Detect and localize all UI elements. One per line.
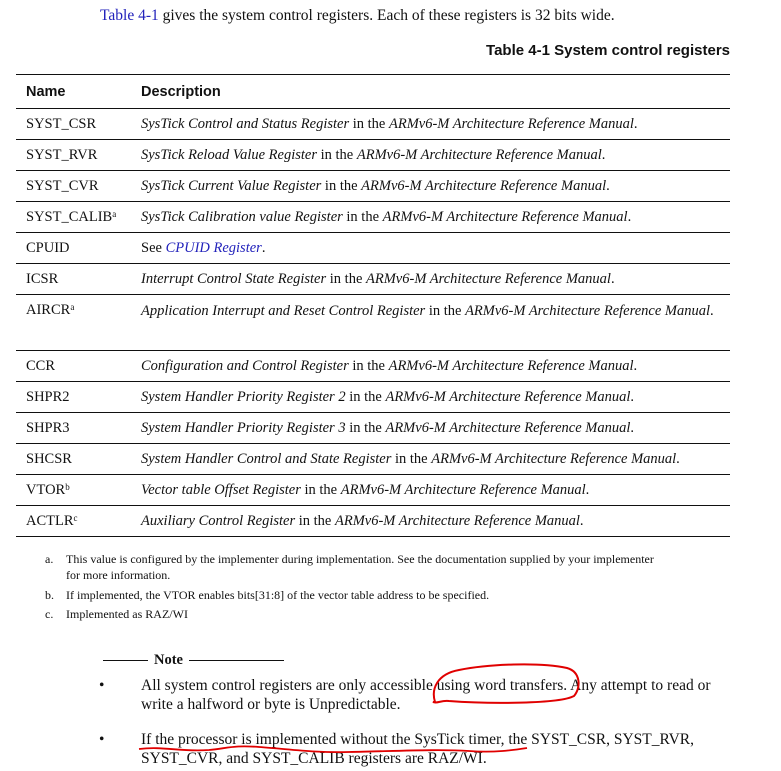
- register-name: [16, 171, 130, 202]
- red-underline-annotation: [141, 731, 504, 748]
- register-full-name: SysTick Current Value Register: [141, 178, 322, 194]
- register-name-text: SYST_CALIB: [26, 208, 113, 225]
- register-description: [130, 233, 730, 264]
- register-description: [130, 171, 730, 202]
- description-text: in the: [300, 482, 341, 498]
- register-description: [130, 382, 730, 413]
- register-description: [130, 444, 730, 475]
- register-name: [16, 475, 130, 506]
- footnote-marker: a: [112, 208, 117, 219]
- note-heading: [103, 652, 284, 669]
- description-text: .: [676, 451, 680, 467]
- footnote-text: This value is configured by the implementer during implementation. See the documentation supplied by your implementer for more information.: [66, 552, 654, 582]
- description-text: in the: [425, 303, 466, 319]
- register-name-text: CCR: [26, 357, 56, 374]
- register-description: [130, 264, 730, 295]
- table-row: [16, 109, 730, 140]
- table-row: [16, 351, 730, 382]
- manual-reference: ARMv6-M Architecture Reference Manual: [385, 389, 631, 405]
- register-name-text: SHPR2: [26, 388, 70, 405]
- table-row: [16, 140, 730, 171]
- register-name: [16, 140, 130, 171]
- footnote-marker: a: [70, 302, 75, 312]
- manual-reference: ARMv6-M Architecture Reference Manual: [388, 358, 634, 374]
- register-description: [130, 140, 730, 171]
- register-full-name: Auxiliary Control Register: [141, 513, 296, 529]
- table-row: [16, 171, 730, 202]
- description-text: in the: [391, 451, 432, 467]
- table-footnotes: [45, 551, 666, 626]
- description-text: in the: [326, 271, 367, 287]
- table-header-row: [16, 75, 730, 109]
- bullet-text: Any attempt to read or write a halfword or byte is Unpredictable.: [141, 677, 711, 713]
- register-description: [130, 295, 730, 351]
- description-text: .: [633, 358, 638, 374]
- manual-reference: ARMv6-M Architecture Reference Manual: [361, 178, 607, 194]
- register-name: [16, 506, 130, 537]
- register-description: [130, 506, 730, 537]
- description-text: in the: [345, 389, 386, 405]
- footnote-a: [45, 551, 666, 583]
- register-full-name: System Handler Priority Register 2: [141, 389, 346, 405]
- footnote-label: b.: [45, 587, 54, 602]
- footnote-label: c.: [45, 607, 54, 621]
- description-text: in the: [345, 420, 386, 436]
- note-title: Note: [154, 652, 183, 668]
- register-name-text: CPUID: [26, 239, 70, 256]
- footnote-label: a.: [45, 552, 54, 566]
- description-text: in the: [316, 147, 357, 163]
- table-row: [16, 475, 730, 506]
- register-name: [16, 233, 130, 264]
- manual-reference: ARMv6-M Architecture Reference Manual: [385, 420, 631, 436]
- register-full-name: SysTick Calibration value Register: [141, 209, 343, 225]
- cpuid-register-link[interactable]: CPUID Register: [165, 240, 262, 256]
- manual-reference: ARMv6-M Architecture Reference Manual: [356, 147, 602, 163]
- register-name: [16, 109, 130, 140]
- manual-reference: ARMv6-M Architecture Reference Manual: [335, 513, 580, 529]
- register-name-text: SYST_CVR: [26, 177, 99, 194]
- description-text: .: [630, 389, 635, 405]
- manual-reference: ARMv6-M Architecture Reference Manual: [388, 116, 634, 132]
- manual-reference: ARMv6-M Architecture Reference Manual: [431, 451, 677, 467]
- table-caption: Table 4-1 System control registers: [486, 42, 730, 59]
- circled-text: using word transfers.: [436, 677, 568, 694]
- register-full-name: Vector table Offset Register: [141, 482, 301, 498]
- footnote-text: If implemented, the VTOR enables bits[31:8] of the vector table address to be specified.: [66, 587, 490, 602]
- column-header-name: Name: [26, 83, 66, 100]
- description-text: .: [585, 482, 590, 498]
- description-text: in the: [321, 178, 362, 194]
- table-row: [16, 264, 730, 295]
- register-description: [130, 351, 730, 382]
- register-full-name: Interrupt Control State Register: [141, 271, 327, 287]
- register-name: [16, 202, 130, 233]
- footnote-text: Implemented as RAZ/WI: [66, 607, 188, 621]
- table-row: [16, 506, 730, 537]
- column-header-description: Description: [141, 83, 221, 100]
- bullet-text: All system control registers are only accessible: [141, 677, 437, 694]
- register-description: [130, 475, 730, 506]
- register-full-name: SysTick Control and Status Register: [141, 116, 350, 132]
- red-circle-annotation: [437, 677, 567, 694]
- footnote-marker: b: [65, 481, 70, 492]
- register-full-name: Application Interrupt and Reset Control Register: [141, 303, 426, 319]
- register-name: [16, 444, 130, 475]
- description-text: .: [610, 271, 615, 287]
- red-squiggle-underline-icon: [139, 744, 529, 756]
- description-text: .: [710, 303, 714, 319]
- register-name: [16, 351, 130, 382]
- bullet-icon: •: [99, 731, 105, 748]
- table-row: [16, 382, 730, 413]
- note-bullet-2: [99, 730, 733, 768]
- description-text: .: [627, 209, 632, 225]
- description-text: .: [630, 420, 635, 436]
- register-name-text: ICSR: [26, 270, 59, 287]
- manual-reference: ARMv6-M Architecture Reference Manual: [465, 303, 710, 319]
- register-name: [16, 413, 130, 444]
- register-description: [130, 202, 730, 233]
- manual-reference: ARMv6-M Architecture Reference Manual: [382, 209, 628, 225]
- red-circle-icon: [429, 664, 589, 709]
- note-bullet-1: [99, 676, 733, 714]
- manual-reference: ARMv6-M Architecture Reference Manual: [366, 271, 611, 287]
- register-description: [130, 109, 730, 140]
- description-text: in the: [349, 116, 389, 132]
- description-text: .: [261, 240, 266, 256]
- register-full-name: System Handler Control and State Register: [141, 451, 392, 467]
- description-text: in the: [348, 358, 389, 374]
- bullet-icon: •: [99, 677, 105, 694]
- bullet-text: the SYST_CSR, SYST_RVR, SYST_CVR, and SYST_CALIB registers are RAZ/WI.: [141, 731, 694, 767]
- register-full-name: SysTick Reload Value Register: [141, 147, 317, 163]
- footnote-marker: c: [73, 512, 78, 523]
- register-name-text: SHCSR: [26, 450, 72, 467]
- description-text: .: [633, 116, 638, 132]
- description-text: in the: [342, 209, 383, 225]
- register-name: [16, 264, 130, 295]
- register-name-text: AIRCR: [26, 302, 71, 318]
- register-full-name: Configuration and Control Register: [141, 358, 349, 374]
- system-control-registers-table: [16, 74, 730, 537]
- description-text: See: [141, 240, 166, 256]
- footnote-c: [45, 606, 666, 622]
- description-text: .: [606, 178, 610, 194]
- table-row: [16, 444, 730, 475]
- table-row: [16, 295, 730, 351]
- register-name: [16, 295, 130, 351]
- note-rule-right: [189, 660, 284, 661]
- table-row: [16, 202, 730, 233]
- register-name-text: SHPR3: [26, 419, 70, 436]
- register-name-text: SYST_RVR: [26, 146, 98, 163]
- table-row: [16, 233, 730, 264]
- register-name: [16, 382, 130, 413]
- underlined-text: If the processor is implemented without the SysTick timer,: [141, 731, 505, 748]
- table-4-1-link[interactable]: Table 4-1: [100, 7, 159, 24]
- register-name-text: VTOR: [26, 481, 66, 498]
- note-rule-left: [103, 660, 148, 661]
- register-full-name: System Handler Priority Register 3: [141, 420, 346, 436]
- intro-text: gives the system control registers. Each of these registers is 32 bits wide.: [158, 7, 615, 24]
- register-name-text: SYST_CSR: [26, 115, 97, 132]
- intro-paragraph: [100, 7, 615, 25]
- register-description: [130, 413, 730, 444]
- description-text: .: [579, 513, 584, 529]
- table-row: [16, 413, 730, 444]
- footnote-b: [45, 587, 666, 603]
- manual-reference: ARMv6-M Architecture Reference Manual: [340, 482, 586, 498]
- description-text: in the: [295, 513, 335, 529]
- register-name-text: ACTLR: [26, 512, 74, 529]
- description-text: .: [601, 147, 606, 163]
